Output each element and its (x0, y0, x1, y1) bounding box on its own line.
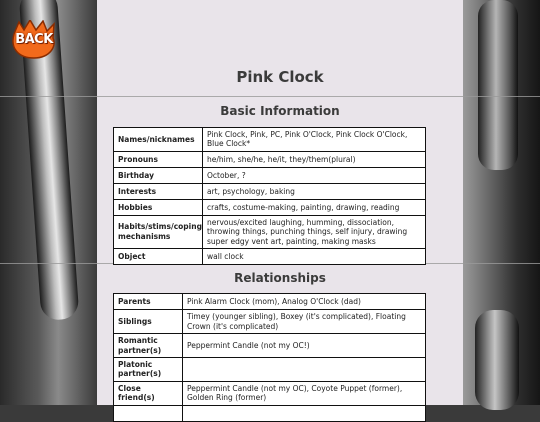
row-value: wall clock (203, 248, 426, 264)
row-value (183, 358, 426, 382)
row-value: Pink Clock, Pink, PC, Pink O'Clock, Pink Clock O'Clock, Blue Clock* (203, 128, 426, 152)
pole-illustration-right-bottom (475, 310, 519, 410)
row-value (183, 405, 426, 421)
row-value: he/him, she/he, he/it, they/them(plural) (203, 151, 426, 167)
row-value: art, psychology, baking (203, 183, 426, 199)
basic-info-heading: Basic Information (220, 104, 340, 118)
table-row (114, 334, 426, 358)
table-row (114, 128, 426, 152)
row-label: Hobbies (114, 199, 203, 215)
row-value: Pink Alarm Clock (mom), Analog O'Clock (dad) (183, 294, 426, 310)
back-label: BACK (15, 32, 53, 47)
row-value: Peppermint Candle (not my OC), Coyote Puppet (former), Golden Ring (former) (183, 381, 426, 405)
row-label: Pronouns (114, 151, 203, 167)
table-row (114, 248, 426, 264)
pole-illustration-right-top (478, 0, 518, 170)
table-row (114, 381, 426, 405)
row-label: Birthday (114, 167, 203, 183)
row-label: Parents (114, 294, 183, 310)
back-button[interactable] (10, 20, 58, 60)
row-label: Object (114, 248, 203, 264)
row-value: Timey (younger sibling), Boxey (it's complicated), Floating Crown (it's complicated) (183, 310, 426, 334)
row-label: Names/nicknames (114, 128, 203, 152)
row-label (114, 405, 183, 421)
row-label: Platonic partner(s) (114, 358, 183, 382)
row-label: Romantic partner(s) (114, 334, 183, 358)
row-value: nervous/excited laughing, humming, dissociation, throwing things, punching things, self injury, drawing super edgy vent art, painting, making masks (203, 215, 426, 248)
row-value: crafts, costume-making, painting, drawing, reading (203, 199, 426, 215)
table-row (114, 199, 426, 215)
table-row (114, 183, 426, 199)
row-label: Close friend(s) (114, 381, 183, 405)
table-row (114, 405, 426, 421)
row-label: Interests (114, 183, 203, 199)
table-row (114, 215, 426, 248)
row-value: Peppermint Candle (not my OC!) (183, 334, 426, 358)
table-row (114, 310, 426, 334)
basic-info-table (113, 127, 426, 265)
row-label: Siblings (114, 310, 183, 334)
row-value: October, ? (203, 167, 426, 183)
table-row (114, 167, 426, 183)
divider (0, 96, 540, 97)
relationships-heading: Relationships (234, 271, 326, 285)
table-row (114, 151, 426, 167)
row-label: Habits/stims/coping mechanisms (114, 215, 203, 248)
table-row (114, 294, 426, 310)
relationships-table (113, 293, 426, 422)
page-title: Pink Clock (236, 68, 324, 86)
left-background-art (0, 0, 97, 405)
table-row (114, 358, 426, 382)
